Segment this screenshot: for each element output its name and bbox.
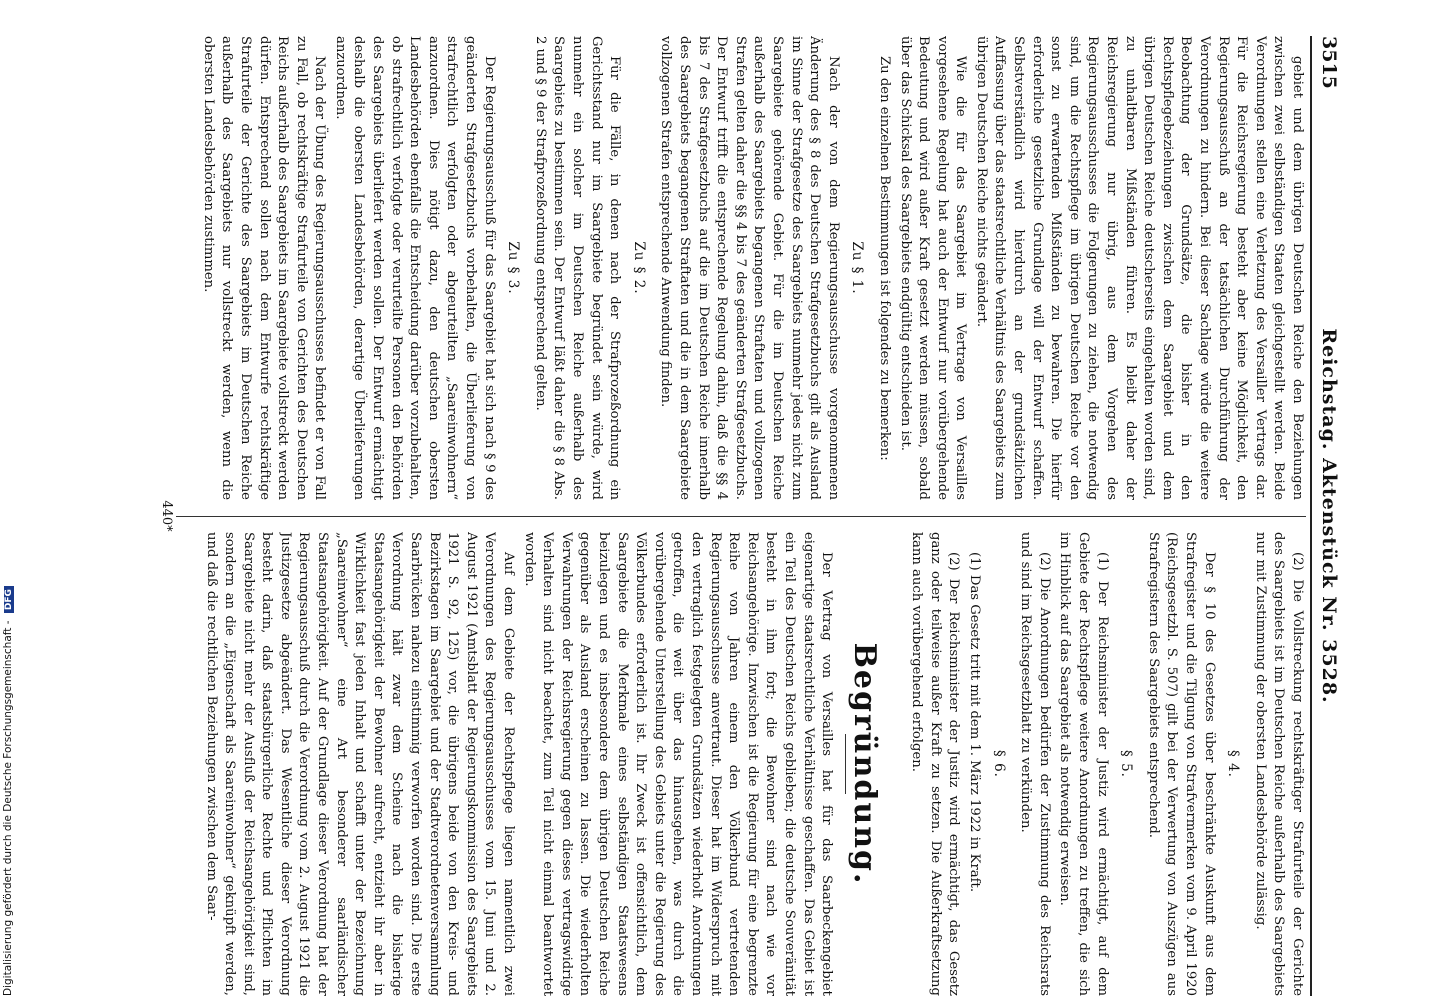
section-heading: Zu § 1. bbox=[849, 241, 866, 295]
rotated-page-frame bbox=[157, 36, 1342, 996]
paragraph: (2) Die Vollstreckung rechtskräftiger Strafurteile der Gerichte des Saargebiets ist im Deutschen Reiche außerhalb des Saargebiets nur mit Zustimmung der obersten Landesbehörde zulässig. bbox=[1252, 532, 1305, 996]
page-number: 3515 bbox=[1318, 36, 1340, 89]
section-heading: § 4. bbox=[1225, 750, 1242, 778]
dfg-logo: DFG bbox=[4, 586, 14, 613]
section-heading: Zu § 2. bbox=[630, 241, 647, 295]
paragraph: Nach der Übung des Regierungsausschusses befindet er von Fall zu Fall, ob rechtskräftige Strafurteile von Gerichten des Deutschen Reichs außerhalb des Saargebiets im Saargebiete vollstreckt werden dürfen. Entsprechend sollen nach dem Entwurfe rechtskräftige Strafurteile der Gerichte des Saargebiets im Deutschen Reiche außerhalb des Saargebiets nur vollstreckt werden, wenn die obersten Landesbehörden zustimmen. bbox=[200, 36, 328, 500]
paragraph: (1) Das Gesetz tritt mit dem 1. März 1922 in Kraft. bbox=[967, 552, 983, 893]
paragraph: (2) Der Reichsminister der Justiz wird ermächtigt, das Gesetz ganz oder teilweise außer Kraft zu setzen. Die Außerkraftsetzung kann auch vorübergehend erfolgen. bbox=[909, 532, 962, 996]
paragraph: Der Vertrag von Versailles hat für das Saarbeckengebiet eigenartige staatsrechtliche Verhältnisse geschaffen. Das Gebiet ist ein Teil des Deutschen Reichs geblieben; die deutsche Souveränität besteht in ihm fort; die Bewohner sind nach wie vor Reichsangehörige. Inzwischen ist die Regierung für eine begrenzte Reihe von Jahren einem den Völkerbund vertretenden Regierungsausschusse anvertraut. Dieser hat im Widerspruch mit den vertraglich festgelegten Grundsätzen wiederholt Anordnungen getroffen, die weit über das hinausgehen, was durch die vorübergehende Unterstellung des Gebiets unter die Regierung des Völkerbundes erforderlich ist. Ihr Zweck ist offensichtlich, dem Saargebiete die Merkmale eines selbständigen Staatswesens beizulegen und es insbesondere dem übrigen Deutschen Reiche gegenüber als Ausland erscheinen zu lassen. Die wiederholten Verwahrungen der Reichsregierung gegen dieses vertragswidrige Verhalten sind nicht beachtet, zum Teil nicht einmal beantwortet worden. bbox=[521, 532, 835, 996]
right-column bbox=[176, 532, 1306, 996]
section-heading: § 6. bbox=[990, 750, 1007, 778]
column-divider bbox=[176, 516, 1306, 517]
section-heading: § 5. bbox=[1118, 750, 1135, 778]
paragraph: Nach der von dem Regierungsausschusse vorgenommenen Änderung des § 8 des Deutschen Strafgesetzbuchs gilt als Ausland im Sinne der Strafgesetze des Saargebiets nunmehr jedes nicht zum Saargebiete gehörende Gebiet. Für die im Deutschen Reiche außerhalb des Saargebiets begangenen Straftaten und vollzogenen Strafen gelten daher die §§ 4 bis 7 des geänderten Strafgesetzbuchs. Der Entwurf trifft die entsprechende Regelung dahin, daß die §§ 4 bis 7 des Strafgesetzbuchs auf die im Deutschen Reiche innerhalb des Saargebiets begangenen Straftaten und die in dem Saargebiete vollzogenen Strafen entsprechende Anwendung finden. bbox=[658, 36, 841, 500]
page-header bbox=[1312, 36, 1342, 996]
paragraph: gebiet und dem übrigen Deutschen Reiche den Beziehungen zwischen zwei selbständigen Staaten gleichgestellt werden. Beide Verordnungen stellen eine Verletzung des Versailler Vertrags dar. Für die Reichsregierung besteht aber keine Möglichkeit, den Regierungsausschuß an der tatsächlichen Durchführung der Verordnungen zu hindern. Bei dieser Sachlage würde die weitere Beobachtung der Grundsätze, die bisher in den Rechtspflegebeziehungen zwischen dem Saargebiet und dem übrigen Deutschen Reiche deutscherseits eingehalten worden sind, zu unhaltbaren Mißständen führen. Es bleibt daher der Reichsregierung nur übrig, aus dem Vorgehen des Regierungsausschusses die Folgerungen zu ziehen, die notwendig sind, um die Rechtspflege im übrigen Deutschen Reiche vor den sonst zu erwartenden Mißständen zu bewahren. Die hierfür erforderliche gesetzliche Grundlage will der Entwurf schaffen. Selbstverständlich wird hierdurch an der grundsätzlichen Auffassung über das staatsrechtliche Verhältnis des Saargebiets zum übrigen Deutschen Reiche nichts geändert. bbox=[973, 36, 1305, 500]
paragraph: Wie die für das Saargebiet im Vertrage von Versailles vorgesehene Regelung hat auch der Entwurf nur vorübergehende Bedeutung und wird außer Kraft gesetzt werden müssen, sobald über das Schicksal des Saargebiets endgültig entschieden ist. bbox=[897, 36, 969, 500]
begruendung-heading: Begründung. bbox=[846, 642, 882, 886]
watermark-text: Digitalisierung gefördert durch die Deutsche Forschungsgemeinschaft - bbox=[2, 620, 14, 996]
paragraph: (2) Die Anordnungen bedürfen der Zustimmung des Reichsrats und sind im Reichsgesetzblatt zu verkünden. bbox=[1018, 532, 1052, 996]
paragraph: (1) Der Reichsminister der Justiz wird ermächtigt, auf dem Gebiete der Rechtspflege weitere Anordnungen zu treffen, die sich im Hinblick auf das Saargebiet als notwendig erweisen. bbox=[1057, 532, 1110, 996]
paragraph: Zu den einzelnen Bestimmungen ist folgendes zu bemerken: bbox=[876, 56, 892, 461]
page-title: Reichstag. Aktenstück Nr. 3528. bbox=[1318, 328, 1340, 704]
paragraph: Der § 10 des Gesetzes über beschränkte Auskunft aus dem Strafregister und die Tilgung von Strafvermerken vom 9. April 1920 (Reichsgesetzbl. S. 507) gilt bei der Verwertung von Auszügen aus Strafregistern des Saargebiets entsprechend. bbox=[1145, 532, 1217, 996]
footer-page-number: 440* bbox=[159, 500, 174, 532]
section-heading: Zu § 3. bbox=[505, 241, 522, 295]
digitization-watermark bbox=[2, 586, 14, 996]
paragraph: Der Regierungsausschuß für das Saargebiet hat sich nach § 9 des geänderten Strafgesetzbuchs vorbehalten, die Überlieferung von strafrechtlich verfolgten oder abgeurteilten „Saareinwohnern“ anzuordnen. Dies nötigt dazu, den deutschen obersten Landesbehörden ebenfalls die Entscheidung darüber vorzubehalten, ob strafrechtlich verfolgte oder verurteilte Personen den Behörden des Saargebiets überliefert werden sollen. Der Entwurf ermächtigt deshalb die obersten Landesbehörden, derartige Überlieferungen anzuordnen. bbox=[332, 36, 497, 500]
left-column bbox=[176, 36, 1306, 500]
paragraph: Auf dem Gebiete der Rechtspflege liegen namentlich zwei Verordnungen des Regierungsausschusses vom 15. Juni und 2. August 1921 (Amtsblatt der Regierungskommission des Saargebiets 1921 S. 92, 125) vor, die übrigens beide von den Kreis- und Bezirkstagen im Saargebiet und der Stadtverordnetenversammlung Saarbrücken nahezu einstimmig verworfen worden sind. Die erste Verordnung hält zwar dem Scheine nach die bisherige Staatsangehörigkeit der Bewohner aufrecht, entzieht ihr aber in Wirklichkeit fast jeden Inhalt und schafft unter der Bezeichnung „Saareinwohner“ eine Art besonderer saarländischer Staatsangehörigkeit. Auf der Grundlage dieser Verordnung hat der Regierungsausschuß durch die Verordnung vom 2. August 1921 die Justizgesetze abgeändert. Das Wesentliche dieser Verordnung besteht darin, daß staatsbürgerliche Rechte und Pflichten im Saargebiete nicht mehr der Ausfluß der Reichsangehörigkeit sind, sondern an die „Eigenschaft als Saareinwohner“ geknüpft werden, und daß die rechtlichen Beziehungen zwischen dem Saar- bbox=[203, 532, 517, 996]
paragraph: Für die Fälle, in denen nach der Strafprozeßordnung ein Gerichtsstand nur im Saargebiete begründet sein würde, wird nunmehr ein solcher im Deutschen Reiche außerhalb des Saargebiets zu bestimmen sein. Der Entwurf läßt daher die § 8 Abs. 2 und § 9 der Strafprozeßordnung entsprechend gelten. bbox=[532, 36, 623, 500]
divider bbox=[845, 734, 846, 794]
header-rule bbox=[1310, 36, 1312, 996]
